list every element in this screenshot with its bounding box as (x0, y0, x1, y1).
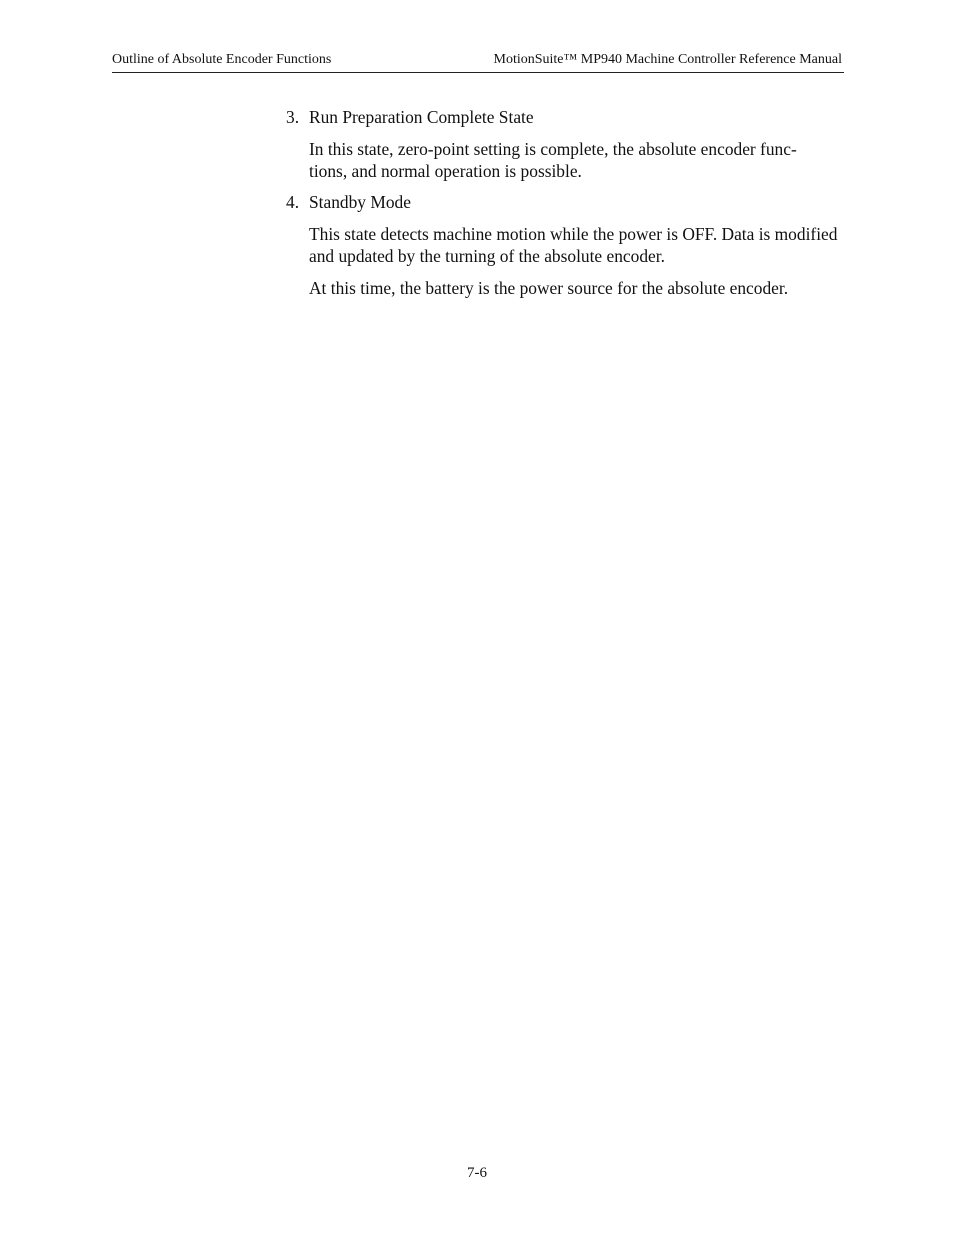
list-item-heading (286, 191, 842, 213)
header-section-title: Outline of Absolute Encoder Functions (112, 52, 332, 67)
list-item-title: Run Preparation Complete State (309, 107, 534, 127)
page-number: 7-6 (467, 1165, 487, 1181)
list-item-heading (286, 106, 842, 128)
list-item-title: Standby Mode (309, 192, 411, 212)
page-header (112, 52, 844, 73)
list-item-number: 3. (286, 107, 300, 127)
list-item-4 (286, 191, 842, 299)
body-paragraph: In this state, zero-point setting is complete, the absolute encoder func- tions, and normal operation is possible. (309, 139, 797, 181)
body-paragraph: At this time, the battery is the power source for the absolute encoder. (309, 278, 789, 298)
list-item-body (286, 223, 842, 299)
body-paragraph: This state detects machine motion while the power is OFF. Data is modified and updated by the turning of the absolute encoder. (309, 224, 838, 266)
list-item-body (286, 138, 842, 182)
header-manual-title: MotionSuite™ MP940 Machine Controller Reference Manual (493, 52, 842, 67)
list-item-3 (286, 106, 842, 182)
main-content (286, 106, 842, 299)
list-item-number: 4. (286, 192, 300, 212)
